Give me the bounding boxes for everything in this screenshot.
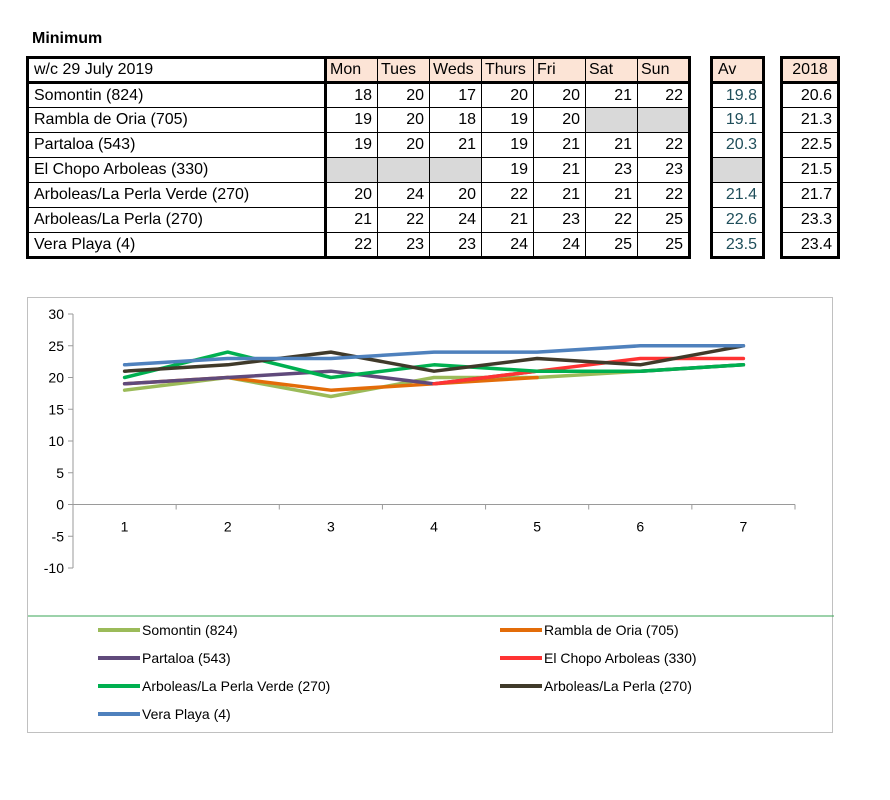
legend-swatch (500, 628, 542, 632)
temperature-cell: 20 (378, 83, 430, 108)
y-tick-label: 20 (48, 369, 64, 386)
legend-swatch (98, 712, 140, 716)
temperature-cell: 22 (326, 233, 378, 258)
temperature-cell: 20 (430, 183, 482, 208)
temperature-cell (326, 158, 378, 183)
day-header-sat: Sat (586, 58, 638, 83)
temperature-cell: 19 (326, 108, 378, 133)
temperature-cell: 19 (482, 108, 534, 133)
temperature-cell: 23 (534, 208, 586, 233)
temperature-cell: 21 (586, 133, 638, 158)
y-tick-label: -5 (51, 528, 64, 545)
year-2018-cell: 21.7 (782, 183, 839, 208)
temperature-cell: 20 (482, 83, 534, 108)
table-row (28, 83, 690, 108)
y-tick-label: 15 (48, 401, 64, 418)
temperature-cell: 19 (326, 133, 378, 158)
average-cell: 23.5 (712, 233, 764, 258)
legend-label: Rambla de Oria (705) (544, 622, 679, 638)
table-row (28, 183, 690, 208)
year-2018-cell: 21.5 (782, 158, 839, 183)
day-header-sun: Sun (638, 58, 690, 83)
legend-item (98, 678, 330, 694)
temperature-cell: 24 (430, 208, 482, 233)
year-2018-cell: 20.6 (782, 83, 839, 108)
av-header: Av (712, 58, 764, 83)
page-title: Minimum (32, 30, 103, 47)
temperature-cell: 20 (534, 108, 586, 133)
average-cell: 21.4 (712, 183, 764, 208)
station-name: Vera Playa (4) (28, 233, 326, 258)
average-table (710, 56, 765, 259)
temperature-cell: 17 (430, 83, 482, 108)
temperature-cell: 21 (326, 208, 378, 233)
temperature-cell (378, 158, 430, 183)
temperature-cell: 22 (638, 183, 690, 208)
legend-swatch (98, 684, 140, 688)
y-tick-label: -10 (43, 560, 64, 576)
series-line (125, 365, 744, 384)
x-tick-label: 5 (533, 518, 542, 535)
year-2018-cell: 23.4 (782, 233, 839, 258)
station-name: Arboleas/La Perla Verde (270) (28, 183, 326, 208)
temperature-cell: 22 (482, 183, 534, 208)
temperature-cell: 21 (586, 83, 638, 108)
x-tick-label: 7 (739, 518, 748, 535)
day-header-weds: Weds (430, 58, 482, 83)
y-tick-label: 30 (48, 306, 64, 322)
day-header-tues: Tues (378, 58, 430, 83)
temperature-cell: 21 (586, 183, 638, 208)
temperature-cell: 24 (378, 183, 430, 208)
table-row (28, 208, 690, 233)
legend-item (98, 706, 231, 722)
temperature-cell: 23 (378, 233, 430, 258)
legend-swatch (500, 656, 542, 660)
station-name: Somontin (824) (28, 83, 326, 108)
average-cell (712, 158, 764, 183)
temperature-cell: 20 (378, 133, 430, 158)
y-tick-label: 25 (48, 337, 64, 354)
temperature-cell: 21 (430, 133, 482, 158)
year-2018-cell: 22.5 (782, 133, 839, 158)
legend-label: Arboleas/La Perla (270) (544, 678, 692, 694)
table-row (28, 158, 690, 183)
x-tick-label: 2 (223, 518, 232, 535)
temperature-cell: 24 (482, 233, 534, 258)
average-cell: 19.1 (712, 108, 764, 133)
temperature-cell: 25 (586, 233, 638, 258)
temperature-table (26, 56, 691, 259)
legend-label: Vera Playa (4) (142, 706, 231, 722)
temperature-cell: 25 (638, 208, 690, 233)
station-name: Arboleas/La Perla (270) (28, 208, 326, 233)
temperature-cell (586, 108, 638, 133)
legend-swatch (98, 628, 140, 632)
legend-item (500, 678, 692, 694)
table-row (28, 108, 690, 133)
legend-item (500, 622, 679, 638)
temperature-cell: 23 (638, 158, 690, 183)
year-2018-table (780, 56, 840, 259)
table-row (28, 133, 690, 158)
legend-label: El Chopo Arboleas (330) (544, 650, 697, 666)
week-label: w/c 29 July 2019 (28, 58, 326, 83)
day-header-thurs: Thurs (482, 58, 534, 83)
x-tick-label: 4 (430, 518, 438, 535)
average-cell: 19.8 (712, 83, 764, 108)
temperature-cell (430, 158, 482, 183)
year-header: 2018 (782, 58, 839, 83)
average-cell: 22.6 (712, 208, 764, 233)
temperature-cell: 23 (586, 158, 638, 183)
station-name: El Chopo Arboleas (330) (28, 158, 326, 183)
station-name: Partaloa (543) (28, 133, 326, 158)
line-chart (27, 297, 833, 733)
temperature-cell: 25 (638, 233, 690, 258)
legend-label: Somontin (824) (142, 622, 238, 638)
day-header-mon: Mon (326, 58, 378, 83)
chart-canvas (28, 298, 834, 734)
temperature-cell: 21 (534, 183, 586, 208)
temperature-cell: 18 (326, 83, 378, 108)
temperature-cell: 21 (534, 133, 586, 158)
temperature-cell: 21 (534, 158, 586, 183)
table-row (28, 233, 690, 258)
x-tick-label: 6 (636, 518, 645, 535)
temperature-cell: 19 (482, 133, 534, 158)
temperature-cell: 23 (430, 233, 482, 258)
day-header-fri: Fri (534, 58, 586, 83)
legend-label: Arboleas/La Perla Verde (270) (142, 678, 331, 694)
temperature-cell: 22 (638, 133, 690, 158)
temperature-cell: 24 (534, 233, 586, 258)
x-tick-label: 3 (326, 518, 335, 535)
temperature-cell: 20 (534, 83, 586, 108)
temperature-cell: 22 (378, 208, 430, 233)
legend-item (98, 650, 231, 666)
temperature-cell: 22 (638, 83, 690, 108)
x-tick-label: 1 (120, 518, 129, 535)
legend-item (500, 650, 697, 666)
y-tick-label: 0 (56, 496, 64, 513)
legend-label: Partaloa (543) (142, 650, 231, 666)
year-2018-cell: 21.3 (782, 108, 839, 133)
legend-item (98, 622, 238, 638)
year-2018-cell: 23.3 (782, 208, 839, 233)
y-tick-label: 10 (48, 433, 64, 449)
legend-swatch (500, 684, 542, 688)
temperature-cell: 20 (378, 108, 430, 133)
station-name: Rambla de Oria (705) (28, 108, 326, 133)
temperature-cell (638, 108, 690, 133)
y-tick-label: 5 (56, 464, 64, 481)
temperature-cell: 19 (482, 158, 534, 183)
temperature-cell: 21 (482, 208, 534, 233)
legend-swatch (98, 656, 140, 660)
temperature-cell: 18 (430, 108, 482, 133)
average-cell: 20.3 (712, 133, 764, 158)
temperature-cell: 20 (326, 183, 378, 208)
temperature-cell: 22 (586, 208, 638, 233)
